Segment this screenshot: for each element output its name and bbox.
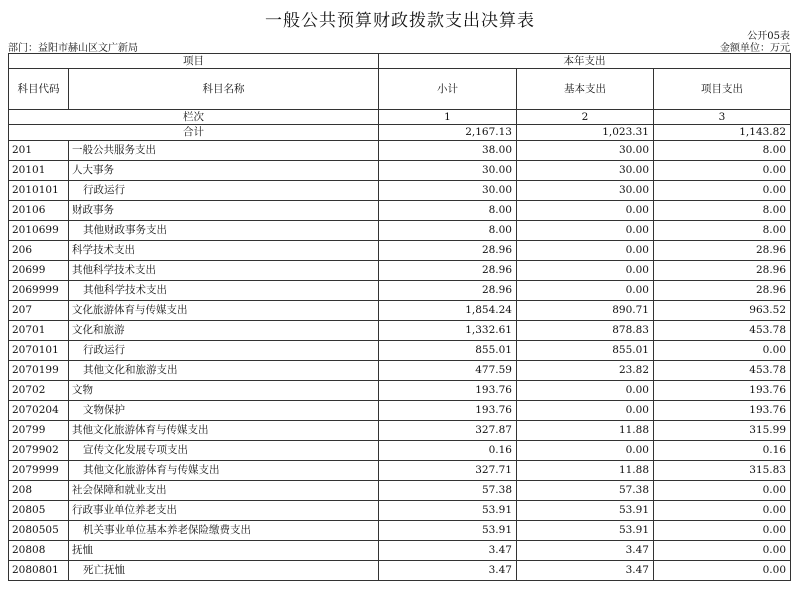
- unit-label: 金额单位：万元: [720, 43, 790, 54]
- row-subtotal: 327.71: [379, 461, 517, 481]
- row-subtotal: 855.01: [379, 341, 517, 361]
- header-current-year: 本年支出: [379, 54, 791, 69]
- row-project: 28.96: [654, 261, 791, 281]
- row-project: 453.78: [654, 321, 791, 341]
- row-name: 其他财政事务支出: [69, 221, 379, 241]
- row-subtotal: 1,332.61: [379, 321, 517, 341]
- row-subtotal: 3.47: [379, 561, 517, 581]
- column-index-label: 栏次: [9, 110, 379, 125]
- row-project: 28.96: [654, 281, 791, 301]
- page-title: 一般公共预算财政拨款支出决算表: [265, 11, 535, 31]
- row-basic: 23.82: [517, 361, 654, 381]
- row-basic: 878.83: [517, 321, 654, 341]
- row-code: 2080505: [9, 521, 69, 541]
- row-basic: 11.88: [517, 461, 654, 481]
- table-row: [9, 241, 791, 261]
- row-subtotal: 477.59: [379, 361, 517, 381]
- row-basic: 30.00: [517, 141, 654, 161]
- row-code: 2069999: [9, 281, 69, 301]
- row-project: 0.00: [654, 161, 791, 181]
- total-project: 1,143.82: [654, 125, 791, 141]
- row-basic: 0.00: [517, 441, 654, 461]
- table-row: [9, 201, 791, 221]
- row-basic: 0.00: [517, 381, 654, 401]
- table-row: [9, 261, 791, 281]
- row-subtotal: 30.00: [379, 181, 517, 201]
- row-basic: 0.00: [517, 221, 654, 241]
- table-body: [9, 141, 791, 581]
- table-row: [9, 161, 791, 181]
- row-subtotal: 0.16: [379, 441, 517, 461]
- row-subtotal: 8.00: [379, 201, 517, 221]
- row-subtotal: 8.00: [379, 221, 517, 241]
- row-project: 0.00: [654, 521, 791, 541]
- row-name: 文物保护: [69, 401, 379, 421]
- header-project: 项目支出: [654, 69, 791, 110]
- row-subtotal: 28.96: [379, 281, 517, 301]
- row-basic: 30.00: [517, 181, 654, 201]
- row-code: 2010101: [9, 181, 69, 201]
- row-project: 0.00: [654, 341, 791, 361]
- row-subtotal: 193.76: [379, 401, 517, 421]
- row-name: 财政事务: [69, 201, 379, 221]
- row-basic: 0.00: [517, 401, 654, 421]
- table-row: [9, 521, 791, 541]
- row-name: 文化旅游体育与传媒支出: [69, 301, 379, 321]
- row-project: 0.16: [654, 441, 791, 461]
- row-name: 宣传文化发展专项支出: [69, 441, 379, 461]
- department-label: 部门：益阳市赫山区文广新局: [8, 43, 138, 54]
- header-item: 项目: [9, 54, 379, 69]
- table-row: [9, 401, 791, 421]
- row-subtotal: 3.47: [379, 541, 517, 561]
- row-code: 20701: [9, 321, 69, 341]
- row-subtotal: 28.96: [379, 261, 517, 281]
- row-name: 行政运行: [69, 181, 379, 201]
- row-project: 193.76: [654, 381, 791, 401]
- row-basic: 53.91: [517, 521, 654, 541]
- row-code: 2079999: [9, 461, 69, 481]
- row-basic: 3.47: [517, 561, 654, 581]
- row-basic: 11.88: [517, 421, 654, 441]
- table-row: [9, 501, 791, 521]
- row-basic: 890.71: [517, 301, 654, 321]
- row-project: 0.00: [654, 181, 791, 201]
- row-code: 206: [9, 241, 69, 261]
- row-subtotal: 57.38: [379, 481, 517, 501]
- row-code: 20808: [9, 541, 69, 561]
- table-row: [9, 561, 791, 581]
- row-name: 抚恤: [69, 541, 379, 561]
- row-basic: 0.00: [517, 241, 654, 261]
- table-row: [9, 181, 791, 201]
- row-name: 其他文化旅游体育与传媒支出: [69, 461, 379, 481]
- row-code: 2070101: [9, 341, 69, 361]
- row-basic: 30.00: [517, 161, 654, 181]
- table-row: [9, 381, 791, 401]
- row-name: 科学技术支出: [69, 241, 379, 261]
- total-basic: 1,023.31: [517, 125, 654, 141]
- form-number: 公开05表: [747, 31, 790, 42]
- total-label: 合计: [9, 125, 379, 141]
- row-name: 其他文化旅游体育与传媒支出: [69, 421, 379, 441]
- row-code: 2070199: [9, 361, 69, 381]
- header-name: 科目名称: [69, 69, 379, 110]
- row-subtotal: 327.87: [379, 421, 517, 441]
- row-basic: 57.38: [517, 481, 654, 501]
- total-subtotal: 2,167.13: [379, 125, 517, 141]
- row-project: 0.00: [654, 481, 791, 501]
- row-code: 20799: [9, 421, 69, 441]
- table-row: [9, 301, 791, 321]
- expenditure-table: [8, 53, 791, 581]
- header-subtotal: 小计: [379, 69, 517, 110]
- row-code: 208: [9, 481, 69, 501]
- table-row: [9, 441, 791, 461]
- row-name: 死亡抚恤: [69, 561, 379, 581]
- row-project: 315.99: [654, 421, 791, 441]
- row-code: 20702: [9, 381, 69, 401]
- row-name: 其他科学技术支出: [69, 281, 379, 301]
- row-name: 行政事业单位养老支出: [69, 501, 379, 521]
- row-basic: 3.47: [517, 541, 654, 561]
- row-subtotal: 53.91: [379, 501, 517, 521]
- total-row: [9, 125, 791, 141]
- table-row: [9, 221, 791, 241]
- row-project: 193.76: [654, 401, 791, 421]
- row-basic: 855.01: [517, 341, 654, 361]
- row-name: 行政运行: [69, 341, 379, 361]
- row-project: 8.00: [654, 221, 791, 241]
- row-code: 207: [9, 301, 69, 321]
- table-row: [9, 321, 791, 341]
- row-code: 2010699: [9, 221, 69, 241]
- row-code: 20699: [9, 261, 69, 281]
- table-row: [9, 481, 791, 501]
- table-row: [9, 421, 791, 441]
- row-project: 963.52: [654, 301, 791, 321]
- header-code: 科目代码: [9, 69, 69, 110]
- row-code: 2070204: [9, 401, 69, 421]
- row-basic: 0.00: [517, 281, 654, 301]
- row-project: 0.00: [654, 501, 791, 521]
- row-name: 文化和旅游: [69, 321, 379, 341]
- table-row: [9, 541, 791, 561]
- row-name: 文物: [69, 381, 379, 401]
- row-project: 453.78: [654, 361, 791, 381]
- row-name: 其他文化和旅游支出: [69, 361, 379, 381]
- row-name: 一般公共服务支出: [69, 141, 379, 161]
- table-row: [9, 141, 791, 161]
- row-basic: 0.00: [517, 261, 654, 281]
- row-code: 2079902: [9, 441, 69, 461]
- row-subtotal: 53.91: [379, 521, 517, 541]
- row-name: 社会保障和就业支出: [69, 481, 379, 501]
- row-name: 人大事务: [69, 161, 379, 181]
- row-basic: 53.91: [517, 501, 654, 521]
- table-row: [9, 361, 791, 381]
- column-index-2: 2: [517, 110, 654, 125]
- row-name: 其他科学技术支出: [69, 261, 379, 281]
- row-basic: 0.00: [517, 201, 654, 221]
- row-project: 8.00: [654, 141, 791, 161]
- row-subtotal: 193.76: [379, 381, 517, 401]
- row-subtotal: 30.00: [379, 161, 517, 181]
- column-index-3: 3: [654, 110, 791, 125]
- header-basic: 基本支出: [517, 69, 654, 110]
- row-project: 0.00: [654, 561, 791, 581]
- table-row: [9, 341, 791, 361]
- row-code: 201: [9, 141, 69, 161]
- row-subtotal: 28.96: [379, 241, 517, 261]
- row-project: 0.00: [654, 541, 791, 561]
- row-project: 315.83: [654, 461, 791, 481]
- row-project: 8.00: [654, 201, 791, 221]
- column-index-1: 1: [379, 110, 517, 125]
- row-subtotal: 38.00: [379, 141, 517, 161]
- row-code: 20805: [9, 501, 69, 521]
- row-code: 2080801: [9, 561, 69, 581]
- row-name: 机关事业单位基本养老保险缴费支出: [69, 521, 379, 541]
- row-subtotal: 1,854.24: [379, 301, 517, 321]
- row-project: 28.96: [654, 241, 791, 261]
- table-row: [9, 461, 791, 481]
- table-row: [9, 281, 791, 301]
- row-code: 20101: [9, 161, 69, 181]
- row-code: 20106: [9, 201, 69, 221]
